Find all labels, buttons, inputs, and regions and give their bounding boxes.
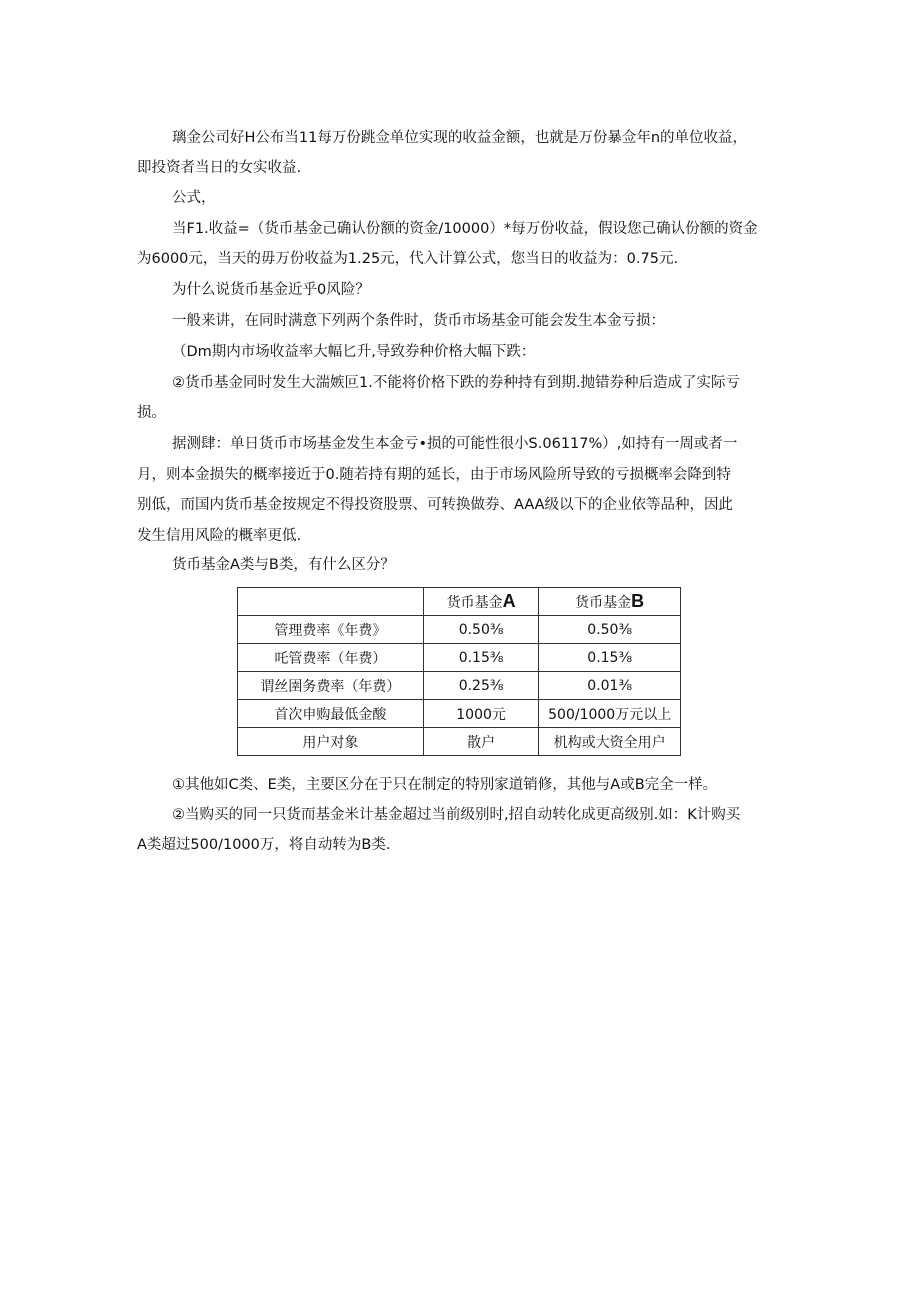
paragraph-condition-2-line1: ②货币基金同时发生大湍嫉叵1.不能将价格下跌的券种持有到期.抛错券种后造成了实际亏 [172,375,740,391]
table-header-row [238,588,681,616]
paragraph-statistics-line3: 别低，而国内货币基金按规定不得投资股票、可转换做券、AAA级以下的企业依等品种，因此 [137,497,734,513]
table-row [238,700,681,728]
table-row [238,644,681,672]
row-label: 管理费率《年费》 [238,616,424,644]
paragraph-condition-1: （Dm期内市场收益率大幅匕升,导致券种价格大幅下跌： [172,344,536,360]
heading-class-a-vs-b: 货币基金A类与B类，有什么区分？ [172,557,395,573]
row-value-a: 0.15⅜ [423,644,539,672]
table-header-fund-a [423,588,539,616]
row-value-b: 0.15⅜ [539,644,681,672]
row-value-a: 1000元 [423,700,539,728]
row-value-a: 0.25⅜ [423,672,539,700]
row-value-b: 机构或大资全用户 [539,728,681,756]
paragraph-auto-upgrade-line1: ②当购买的同一只货而基金米计基金超过当前级别时,招自动转化成更高级别.如：K计购买 [172,807,741,823]
paragraph-auto-upgrade-line2: A类超过500/1000万，将自动转为B类. [137,837,391,853]
row-value-b: 500/1000万元以上 [539,700,681,728]
paragraph-statistics-line4: 发生信用风险的概率更低. [137,528,302,544]
paragraph-intro-line1: 璃金公司好H公布当11每万份跳佥单位实现的收益金额，也就是万份暴佥年n的单位收益， [172,130,748,146]
paragraph-intro-line2: 即投资者当日的女实收益. [137,160,302,176]
fund-b-letter: B [631,591,645,611]
row-value-a: 散户 [423,728,539,756]
paragraph-formula-line1: 当F1.收益=（货币基金己确认份额的资金/10000）*每万份收益，假设您己确认份额的资金 [172,221,758,237]
row-value-b: 0.01⅜ [539,672,681,700]
table-header-fund-b [539,588,681,616]
fund-a-prefix: 货币基金 [446,595,503,611]
paragraph-statistics-line2: 月，则本金损失的概率接近于0.随若持有期的延长，由于市场风险所导致的亏损概率会降到特 [137,467,731,483]
fund-a-letter: A [502,591,516,611]
table-row [238,616,681,644]
row-value-a: 0.50⅜ [423,616,539,644]
table-row [238,728,681,756]
fund-b-prefix: 货币基金 [575,595,632,611]
paragraph-conditions-intro: 一般来讲，在同时满意下列两个条件时，货币市场基金可能会发生本金亏损： [172,313,665,329]
table-header-empty [238,588,424,616]
paragraph-condition-2-line2: 损。 [137,405,166,421]
heading-why-zero-risk: 为什么说货币基金近乎0风险？ [172,282,370,298]
row-label: 首次申购最低金酸 [238,700,424,728]
paragraph-formula-line2: 为6000元，当天的毋万份收益为1.25元，代入计算公式，您当日的收益为：0.75元. [137,251,679,267]
paragraph-other-classes: ①其他如C类、E类，主要区分在于只在制定的特別家道销修，其他与A或B完全一样。 [172,777,718,793]
paragraph-statistics-line1: 据测肆：单日货币市场基金发生本金亏•损的可能性很小S.06117%）,如持有一周或者一 [172,436,738,452]
row-label: 谓丝圉务费率（年费） [238,672,424,700]
row-label: 吒管费率（年费） [238,644,424,672]
row-label: 用户对象 [238,728,424,756]
row-value-b: 0.50⅜ [539,616,681,644]
table-row [238,672,681,700]
paragraph-formula-label: 公式， [172,190,216,206]
fee-comparison-table [237,587,681,756]
